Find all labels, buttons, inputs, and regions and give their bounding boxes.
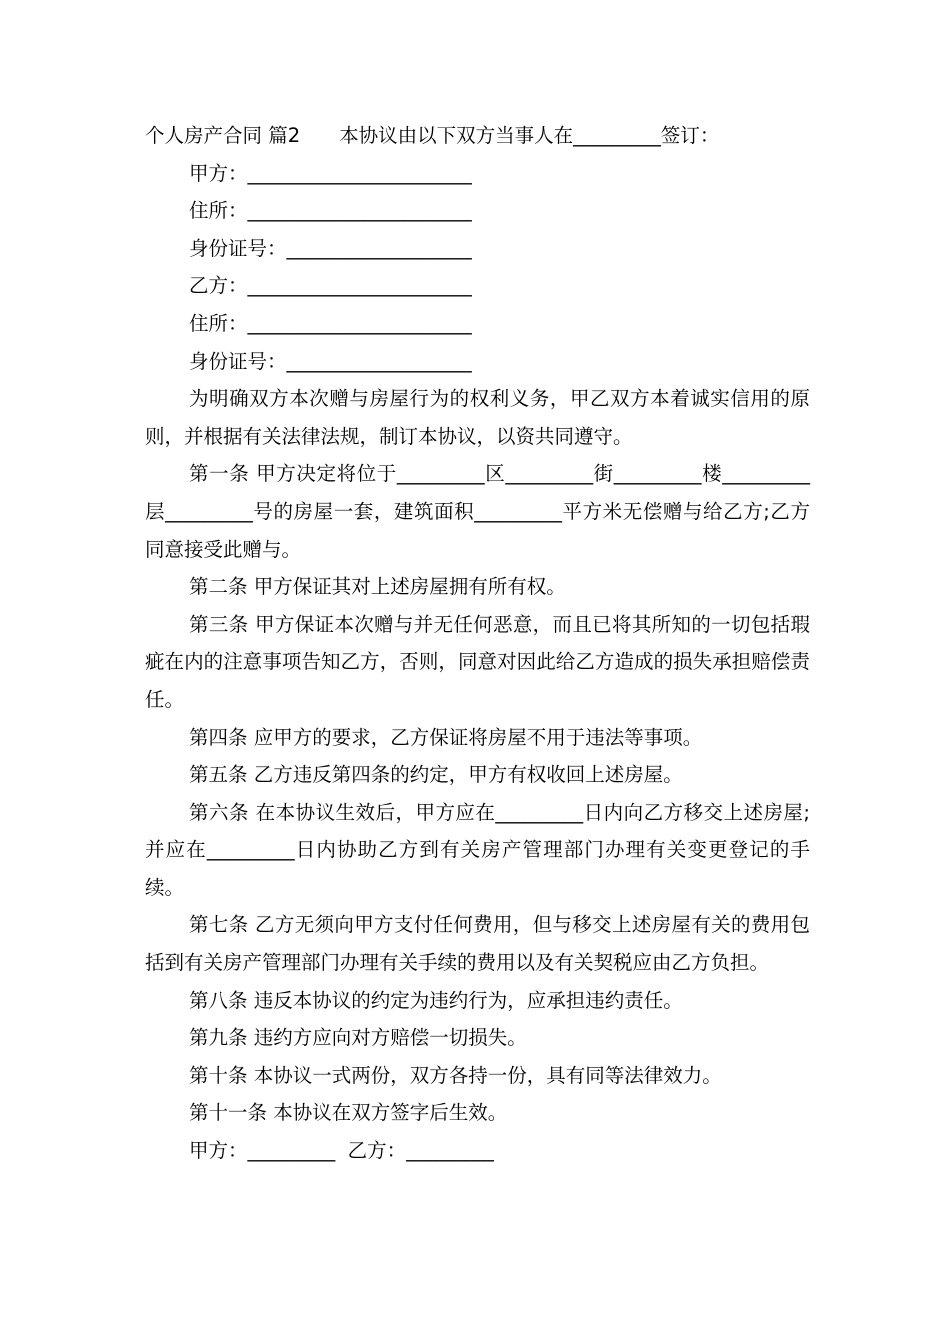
article-11: 第十一条 本协议在双方签字后生效。 xyxy=(189,1101,508,1125)
article-6: 第六条 在本协议生效后，甲方应在_________日内向乙方移交上述房屋;并应在_________日内协助乙方到有关房产管理部门办理有关变更登记的手续。 xyxy=(145,800,810,899)
party-b-id-field: 身份证号：___________________ xyxy=(189,349,472,373)
article-9: 第九条 违约方应向对方赔偿一切损失。 xyxy=(189,1026,527,1050)
document-page xyxy=(145,117,810,1170)
article-1: 第一条 甲方决定将位于_________区_________街_________楼_________层_________号的房屋一套，建筑面积_________平方米无偿赠与给乙方;乙方同意接受此赠与。 xyxy=(145,462,810,561)
article-4: 第四条 应甲方的要求，乙方保证将房屋不用于违法等事项。 xyxy=(189,725,703,749)
article-3: 第三条 甲方保证本次赠与并无任何恶意，而且已将其所知的一切包括瑕疵在内的注意事项告知乙方，否则，同意对因此给乙方造成的损失承担赔偿责任。 xyxy=(145,612,810,711)
party-a-id-field: 身份证号：___________________ xyxy=(189,236,472,260)
party-a-address-field: 住所：_______________________ xyxy=(189,199,472,223)
preamble-paragraph: 为明确双方本次赠与房屋行为的权利义务，甲乙双方本着诚实信用的原则，并根据有关法律法规，制订本协议，以资共同遵守。 xyxy=(145,387,810,448)
party-a-name-field: 甲方：_______________________ xyxy=(189,161,472,185)
party-b-address-field: 住所：_______________________ xyxy=(189,311,472,335)
article-5: 第五条 乙方违反第四条的约定，甲方有权收回上述房屋。 xyxy=(189,763,683,787)
signature-line: 甲方：_________ 乙方：_________ xyxy=(189,1139,494,1163)
article-7: 第七条 乙方无须向甲方支付任何费用，但与移交上述房屋有关的费用包括到有关房产管理部门办理有关手续的费用以及有关契税应由乙方负担。 xyxy=(145,913,810,975)
article-10: 第十条 本协议一式两份，双方各持一份，具有同等法律效力。 xyxy=(189,1063,722,1087)
document-header-line: 个人房产合同 篇2 本协议由以下双方当事人在_________签订： xyxy=(145,124,720,147)
article-8: 第八条 违反本协议的约定为违约行为，应承担违约责任。 xyxy=(189,988,683,1012)
party-b-name-field: 乙方：_______________________ xyxy=(189,274,472,298)
article-2: 第二条 甲方保证其对上述房屋拥有所有权。 xyxy=(189,575,566,599)
